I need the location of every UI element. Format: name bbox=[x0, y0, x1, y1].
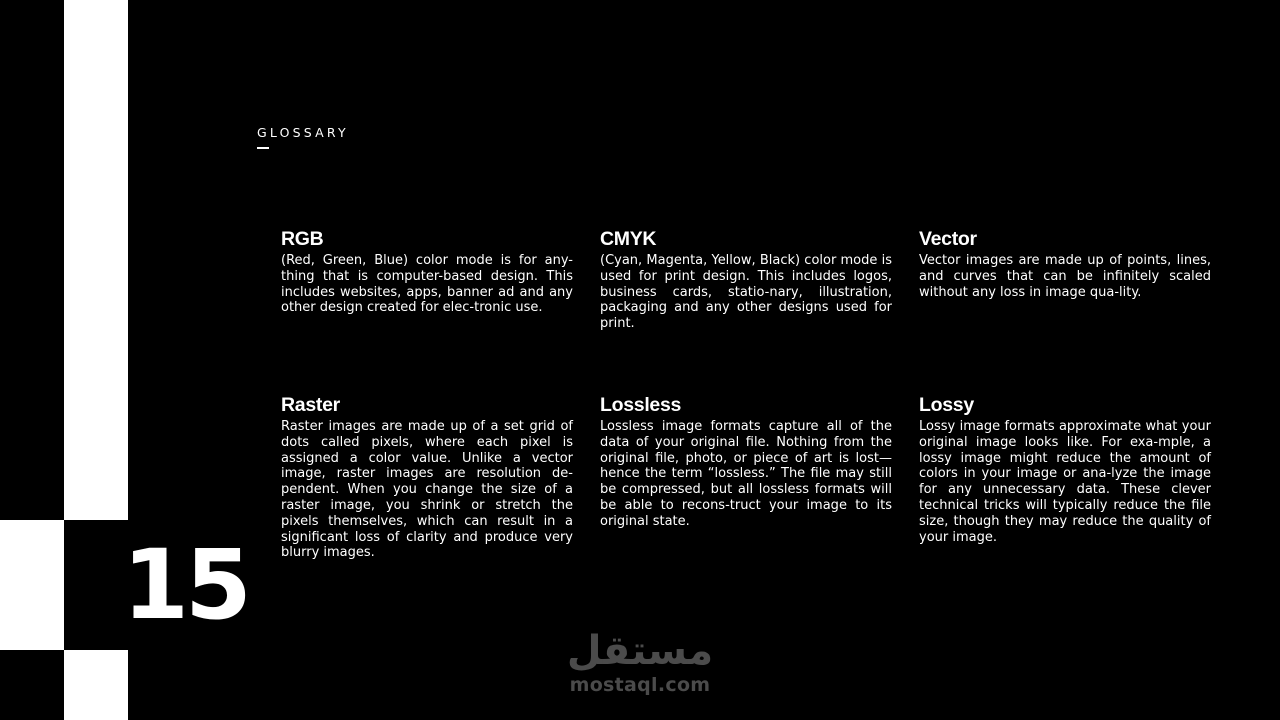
decorative-white-strip-top bbox=[64, 0, 128, 520]
term-description: Lossy image formats approximate what your original image looks like. For exa-mple, a lossy image might reduce the amount of colors in your image or ana-lyze the image for any unnecessary data. These clever technical tricks will typically reduce the file size, though they may reduce the quality of your image. bbox=[919, 419, 1211, 545]
term-description: (Cyan, Magenta, Yellow, Black) color mode is used for print design. This includes logos, business cards, statio-nary, illustration, packaging and any other designs used for print. bbox=[600, 253, 892, 332]
watermark-latin-text: mostaql.com bbox=[569, 674, 711, 696]
term-heading: Vector bbox=[919, 228, 977, 250]
term-heading: Raster bbox=[281, 394, 340, 416]
term-lossy bbox=[919, 394, 1211, 545]
section-title: GLOSSARY bbox=[257, 125, 349, 140]
term-heading: RGB bbox=[281, 228, 324, 250]
title-underline bbox=[257, 147, 269, 149]
decorative-white-strip-bottom bbox=[64, 650, 128, 720]
term-cmyk bbox=[600, 228, 892, 332]
term-rgb bbox=[281, 228, 573, 316]
term-description: Vector images are made up of points, lines, and curves that can be infinitely scaled without any loss in image qua-lity. bbox=[919, 253, 1211, 300]
term-description: Raster images are made up of a set grid of dots called pixels, where each pixel is assigned a color value. Unlike a vector image, raster images are resolution de-pendent. When you change the size of a raster image, you shrink or stretch the pixels themselves, which can result in a significant loss of clarity and produce very blurry images. bbox=[281, 419, 573, 561]
term-vector bbox=[919, 228, 1211, 300]
page-number: 15 bbox=[122, 529, 248, 641]
term-description: Lossless image formats capture all of the data of your original file. Nothing from the original file, photo, or piece of art is lost—hence the term “lossless.” The file may still be compressed, but all lossless formats will be able to recons-truct your image to its original state. bbox=[600, 419, 892, 529]
term-heading: Lossless bbox=[600, 394, 682, 416]
term-heading: CMYK bbox=[600, 228, 657, 250]
decorative-white-block-left bbox=[0, 520, 64, 650]
watermark-arabic-text: مستقل bbox=[566, 628, 714, 674]
term-description: (Red, Green, Blue) color mode is for any-thing that is computer-based design. This includes websites, apps, banner ad and any other design created for elec-tronic use. bbox=[281, 253, 573, 316]
term-heading: Lossy bbox=[919, 394, 974, 416]
mostaql-watermark bbox=[540, 628, 740, 696]
term-lossless bbox=[600, 394, 892, 530]
term-raster bbox=[281, 394, 573, 561]
